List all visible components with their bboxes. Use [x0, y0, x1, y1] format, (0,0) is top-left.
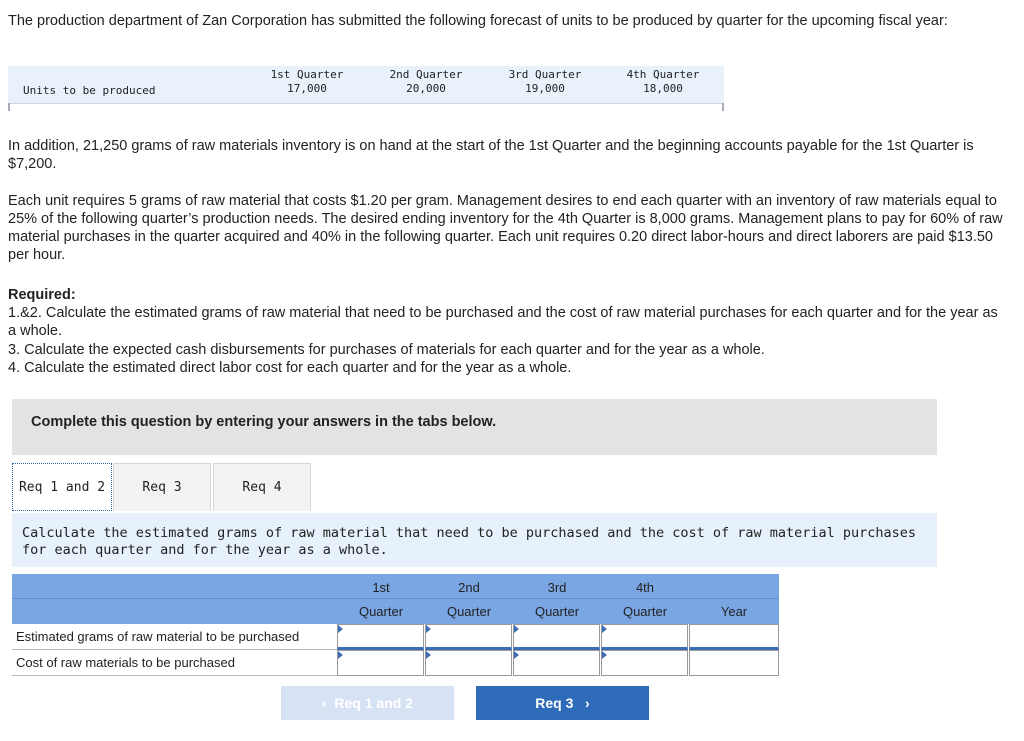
banner-text: Complete this question by entering your answers in the tabs below.	[31, 414, 497, 430]
input-marker-icon	[514, 625, 519, 633]
input-grams-q2[interactable]	[425, 624, 512, 650]
input-grams-year[interactable]	[689, 624, 779, 650]
input-cost-year[interactable]	[689, 650, 779, 676]
row-label-cost: Cost of raw materials to be purchased	[12, 650, 337, 676]
input-cost-q1-field[interactable]	[338, 651, 423, 675]
forecast-q2-value: 20,000	[406, 82, 446, 95]
forecast-q1-value: 17,000	[287, 82, 327, 95]
row-label-grams: Estimated grams of raw material to be purchased	[12, 624, 337, 650]
input-grams-q2-field[interactable]	[426, 625, 511, 647]
col-year: Year	[720, 604, 748, 619]
tab-req-4[interactable]: Req 4	[213, 463, 311, 511]
next-button-label: Req 3	[535, 695, 574, 711]
input-cost-q4[interactable]	[601, 650, 688, 676]
input-grams-q1[interactable]	[337, 624, 424, 650]
instruction-text: Calculate the estimated grams of raw material that need to be purchased and the cost of raw material purchases for each quarter and for the year as a whole.	[22, 525, 917, 558]
forecast-q4	[608, 68, 718, 96]
instructions-banner	[12, 399, 937, 455]
input-cost-q3-field[interactable]	[514, 651, 599, 675]
forecast-row	[8, 66, 724, 104]
col-q1-top: 1st	[372, 580, 390, 595]
table-edge-right	[722, 103, 724, 111]
col-q1-bottom: Quarter	[358, 604, 404, 619]
forecast-q2-label: 2nd Quarter	[389, 68, 463, 81]
forecast-table	[8, 66, 724, 110]
input-grams-q4-field[interactable]	[602, 625, 687, 647]
input-marker-icon	[602, 651, 607, 659]
required-item-4: 4. Calculate the estimated direct labor cost for each quarter and for the year as a whole.	[8, 360, 572, 376]
forecast-q1	[252, 68, 362, 96]
tab-req-3[interactable]: Req 3	[113, 463, 211, 511]
table-edge-left	[8, 103, 10, 111]
input-marker-icon	[426, 625, 431, 633]
forecast-q3	[490, 68, 600, 96]
input-marker-icon	[338, 625, 343, 633]
chevron-right-icon: ›	[573, 695, 590, 711]
header-divider	[12, 598, 779, 599]
input-marker-icon	[602, 625, 607, 633]
input-cost-q2-field[interactable]	[426, 651, 511, 675]
col-q4-bottom: Quarter	[622, 604, 668, 619]
col-q4-top: 4th	[635, 580, 655, 595]
input-marker-icon	[514, 651, 519, 659]
inventory-paragraph: In addition, 21,250 grams of raw materials inventory is on hand at the start of the 1st Quarter and the beginning accounts payable for the 1st Quarter is $7,200.	[8, 138, 974, 172]
required-item-1: 1.&2. Calculate the estimated grams of raw material that need to be purchased and the cost of raw material purchases for each quarter and for the year as a whole.	[8, 305, 998, 339]
input-grams-year-field[interactable]	[690, 625, 778, 647]
col-q3-bottom: Quarter	[534, 604, 580, 619]
forecast-q3-label: 3rd Quarter	[508, 68, 582, 81]
required-heading: Required:	[8, 287, 76, 303]
col-q2-top: 2nd	[458, 580, 480, 595]
prev-button-label: Req 1 and 2	[334, 695, 414, 711]
next-button[interactable]	[476, 686, 649, 720]
forecast-q3-value: 19,000	[525, 82, 565, 95]
input-cost-q2[interactable]	[425, 650, 512, 676]
required-item-3: 3. Calculate the expected cash disbursements for purchases of materials for each quarter and for the year as a whole.	[8, 342, 765, 358]
forecast-row-label: Units to be produced	[23, 84, 156, 97]
input-grams-q4[interactable]	[601, 624, 688, 650]
input-cost-q3[interactable]	[513, 650, 600, 676]
input-grams-q1-field[interactable]	[338, 625, 423, 647]
col-q3-top: 3rd	[547, 580, 567, 595]
tab-req-1-and-2[interactable]: Req 1 and 2	[12, 463, 112, 511]
chevron-left-icon: ‹	[321, 695, 335, 711]
tab-instruction	[12, 513, 937, 567]
prev-button[interactable]	[281, 686, 454, 720]
input-grams-q3[interactable]	[513, 624, 600, 650]
input-marker-icon	[426, 651, 431, 659]
forecast-q1-label: 1st Quarter	[270, 68, 344, 81]
col-q2-bottom: Quarter	[446, 604, 492, 619]
input-cost-q4-field[interactable]	[602, 651, 687, 675]
input-grams-q3-field[interactable]	[514, 625, 599, 647]
input-marker-icon	[338, 651, 343, 659]
forecast-q2	[371, 68, 481, 96]
input-cost-q1[interactable]	[337, 650, 424, 676]
forecast-q4-value: 18,000	[643, 82, 683, 95]
input-cost-year-field[interactable]	[690, 651, 778, 675]
forecast-q4-label: 4th Quarter	[626, 68, 700, 81]
intro-text: The production department of Zan Corporation has submitted the following forecast of units to be produced by quarter for the upcoming fiscal year:	[8, 13, 948, 29]
assumptions-paragraph: Each unit requires 5 grams of raw material that costs $1.20 per gram. Management desires to end each quarter with an inventory of raw materials equal to 25% of the following quarter’s production needs. The desired ending inventory for the 4th Quarter is 8,000 grams. Management plans to pay for 60% of raw material purchases in the quarter acquired and 40% in the following quarter. Each unit requires 0.20 direct labor-hours and direct laborers are paid $13.50 per hour.	[8, 193, 1003, 263]
